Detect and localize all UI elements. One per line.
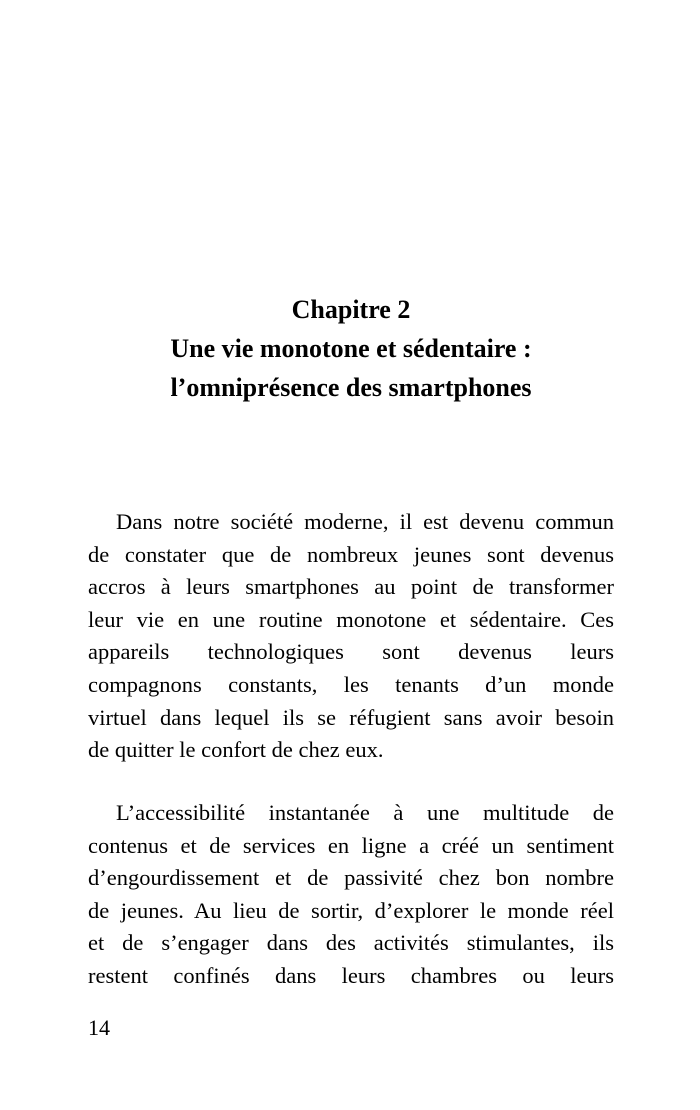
text-line: appareils technologiques sont devenus leurs <box>88 639 614 665</box>
text-line: virtuel dans lequel ils se réfugient sans avoir besoin <box>88 704 614 730</box>
page-number: 14 <box>88 1015 110 1040</box>
text-line: d’engourdissement et de passivité chez bon nombre <box>88 865 614 891</box>
text-line: de constater que de nombreux jeunes sont devenus <box>88 541 614 567</box>
text-line: accros à leurs smartphones au point de transformer <box>88 574 614 600</box>
paragraph-1-text <box>88 506 614 767</box>
text-line: Dans notre société moderne, il est devenu commun <box>116 509 614 534</box>
chapter-number: Chapitre 2 <box>291 295 411 324</box>
text-line: restent confinés dans leurs chambres ou leurs <box>88 962 614 988</box>
text-line: de quitter le confort de chez eux. <box>88 737 384 763</box>
paragraph-2 <box>88 797 614 993</box>
chapter-title-line-2: l’omniprésence des smartphones <box>170 373 532 402</box>
text-line: leur vie en une routine monotone et sédentaire. Ces <box>88 606 614 632</box>
text-line: de jeunes. Au lieu de sortir, d’explorer le monde réel <box>88 897 614 923</box>
text-line: compagnons constants, les tenants d’un monde <box>88 671 614 697</box>
text-line: et de s’engager dans des activités stimulantes, ils <box>88 930 614 956</box>
paragraph-2-text <box>88 797 614 993</box>
text-line: contenus et de services en ligne a créé un sentiment <box>88 832 614 858</box>
chapter-title-line-1: Une vie monotone et sédentaire : <box>170 334 532 363</box>
text-line: L’accessibilité instantanée à une multitude de <box>116 800 614 825</box>
chapter-heading <box>88 290 614 407</box>
paragraph-1 <box>88 506 614 767</box>
